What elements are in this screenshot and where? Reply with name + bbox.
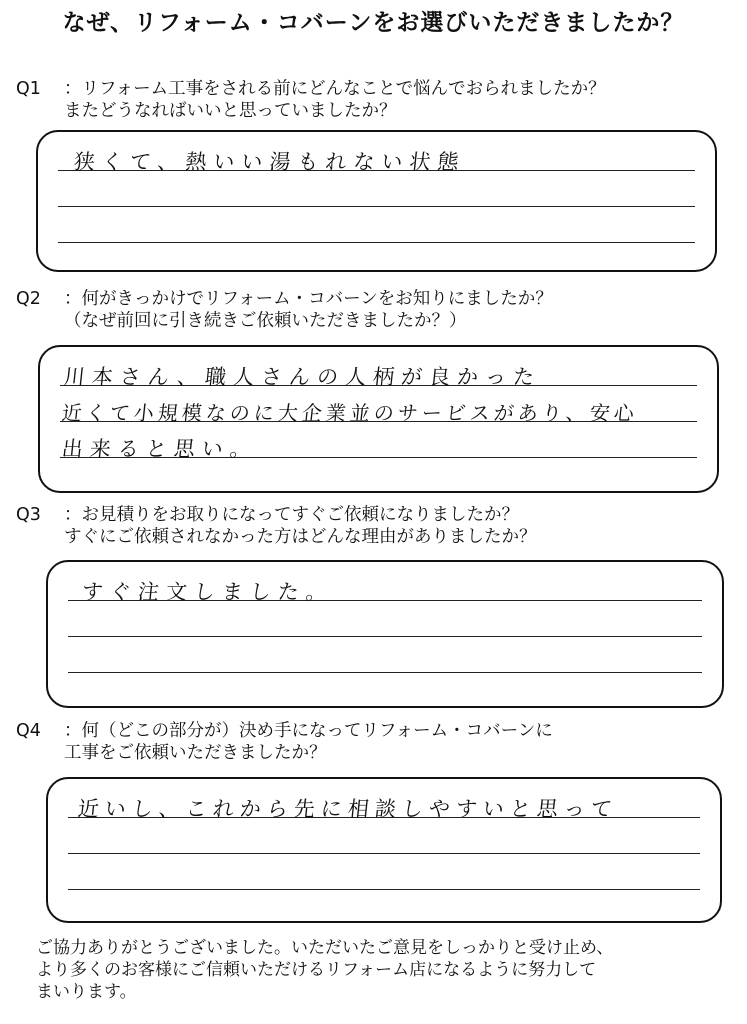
- question-2: [16, 288, 553, 332]
- answer-box-1: [36, 130, 717, 272]
- handwritten-answer-2-2: 近くて小規模なのに大企業並のサービスがあり、安心: [60, 401, 640, 425]
- question-4: [16, 720, 553, 764]
- question-1-text-line2: またどうなればいいと思っていましたか？: [64, 101, 397, 121]
- answer-line: [68, 672, 702, 673]
- question-3-text-line2: すぐにご依頼されなかった方はどんな理由がありましたか？: [64, 527, 537, 547]
- answer-line: [58, 242, 695, 243]
- answer-line: [68, 889, 700, 890]
- question-1-text-line1: ：リフォーム工事をされる前にどんなことで悩んでおられましたか？: [64, 79, 606, 99]
- answer-box-2: [38, 345, 719, 493]
- question-3-text-line1: ：お見積りをお取りになってすぐご依頼になりましたか？: [64, 505, 519, 525]
- answer-box-3: [46, 560, 724, 708]
- question-2-label: Q2: [16, 289, 41, 309]
- answer-box-4: [46, 777, 722, 923]
- handwritten-answer-2-1: 川本さん、職人さんの人柄が良かった: [62, 365, 543, 389]
- handwritten-answer-2-3: 出来ると思い。: [60, 437, 260, 461]
- closing-message: [36, 937, 613, 1003]
- closing-message-line1: ご協力ありがとうございました。いただいたご意見をしっかりと受け止め、: [36, 938, 614, 958]
- handwritten-answer-3-1: すぐ注文しました。: [80, 580, 336, 604]
- closing-message-line3: まいります。: [36, 982, 137, 1002]
- question-4-text-line1: ：何（どこの部分が）決め手になってリフォーム・コバーンに: [64, 721, 553, 741]
- answer-line: [58, 206, 695, 207]
- question-3-label: Q3: [16, 505, 41, 525]
- question-2-text-line2: （なぜ前回に引き続きご依頼いただきましたか？）: [64, 311, 467, 331]
- question-4-text-line2: 工事をご依頼いただきましたか？: [64, 743, 327, 763]
- question-4-label: Q4: [16, 721, 41, 741]
- question-2-text-line1: ：何がきっかけでリフォーム・コバーンをお知りにましたか？: [64, 289, 553, 309]
- closing-message-line2: より多くのお客様にご信頼いただけるリフォーム店になるように努力して: [36, 960, 597, 980]
- question-1: [16, 78, 606, 122]
- handwritten-answer-1-1: 狭くて、熱いい湯もれない状態: [72, 150, 467, 174]
- question-1-label: Q1: [16, 79, 41, 99]
- answer-line: [68, 636, 702, 637]
- answer-line: [68, 853, 700, 854]
- handwritten-answer-4-1: 近いし、これから先に相談しやすいと思って: [76, 797, 620, 821]
- page-title: なぜ、リフォーム・コバーンをお選びいただきましたか？: [62, 10, 685, 36]
- question-3: [16, 504, 537, 548]
